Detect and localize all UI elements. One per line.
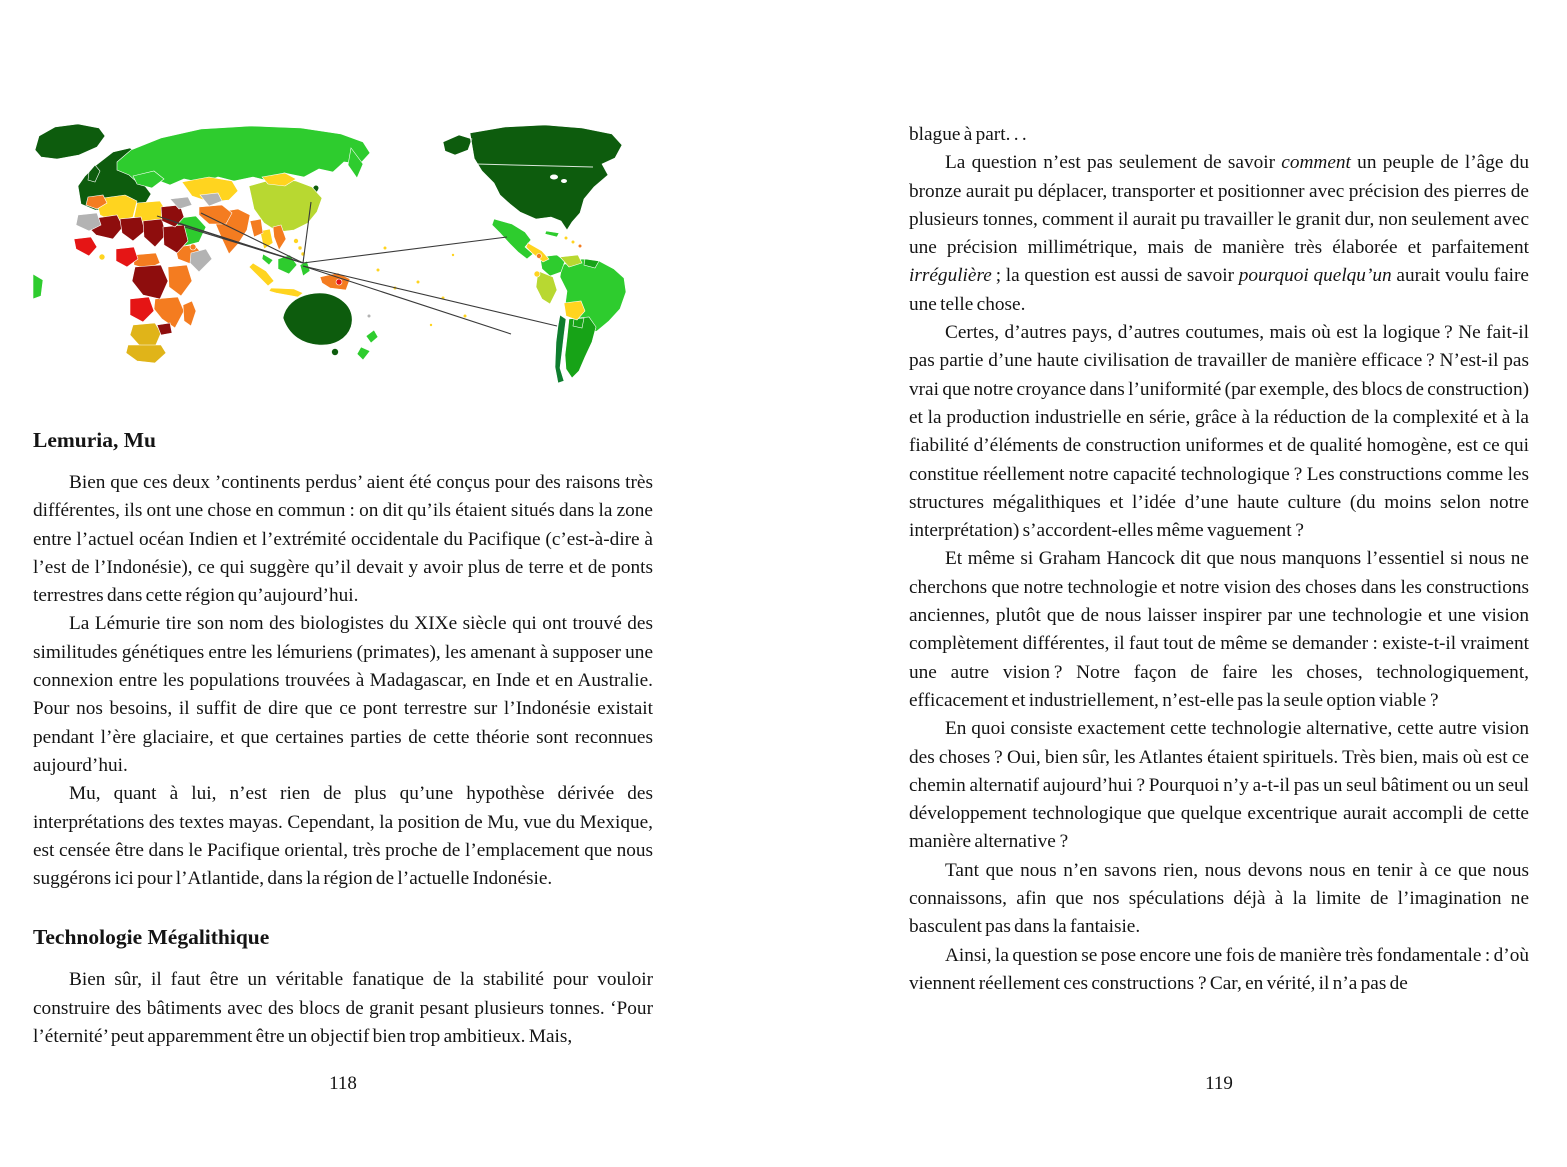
paragraph — [909, 121, 1529, 149]
text-run: blague à part. . . — [909, 124, 1027, 145]
text-run: Bien que ces deux ’continents perdus’ aient été conçus pour des raisons très différentes, ils ont une chose en commun : on dit qu’ils étaient situés dans la zone entre l’actuel océan Indien et l’extrémité occidentale du Pacifique (c’est-à-dire à l’est de l’Indonésie), ce qui suggère qu’il devait y avoir plus de terre et de ponts terrestres dans cette région qu’aujourd’hui. — [33, 472, 653, 607]
region-chile — [555, 315, 566, 383]
text-run: Mu, quant à lui, n’est rien de plus qu’une hypothèse dérivée des interprétations des textes mayas. Cependant, la position de Mu, vue du Mexique, est censée être dans le Pacifique oriental, très proche de l’emplacement que nous suggérons ici pour l’Atlantide, dans la région de l’actuelle Indonésie. — [33, 783, 653, 890]
text-run: En quoi consiste exactement cette technologie alternative, cette autre vision des choses ? Oui, bien sûr, les Atlantes étaient spirituels. Très bien, mais où est ce chemin alternatif aujourd’hui ? Pourquoi n’y a-t-il pas un seul bâtiment ou un seul développement technologique que quelque excentrique aurait accompli de cette manière alternative ? — [909, 718, 1529, 853]
region-tasmania — [332, 349, 339, 356]
paragraph — [909, 857, 1529, 942]
great-lakes-2 — [561, 179, 567, 183]
great-lakes-1 — [550, 175, 558, 180]
world-map-figure — [33, 120, 653, 396]
region-chad — [143, 219, 166, 247]
italic-text-run: comment — [1281, 152, 1351, 174]
region-new-zealand-north — [366, 330, 378, 343]
paragraph — [909, 149, 1529, 319]
region-north-america — [470, 125, 622, 230]
region-sumatra — [249, 263, 274, 286]
region-madagascar — [183, 301, 196, 326]
text-run: aurait voulu faire une telle chose. — [909, 265, 1529, 315]
text-run: La Lémurie tire son nom des biologistes du XIXe siècle qui ont trouvé des similitudes génétiques entre les lémuriens (primates), les amenant à supposer une connexion entre les populations trouvées à Madagascar, en Inde et en Australie. Pour nos besoins, il suffit de dire que ce pont terrestre sur l’Indonésie existait pendant l’ère glaciaire, et que certaines parties de cette théorie sont reconnues aujourd’hui. — [33, 613, 653, 776]
text-run: ; la question est aussi de savoir — [991, 265, 1239, 287]
paragraph — [909, 545, 1529, 715]
region-drc — [132, 265, 168, 299]
region-central-america-orange — [537, 254, 542, 259]
region-angola — [130, 297, 154, 322]
region-new-guinea-red — [336, 279, 342, 285]
paragraph — [909, 942, 1529, 999]
region-australia — [283, 293, 352, 345]
page-119-text — [909, 0, 1529, 998]
page-number-right: 119 — [1205, 1073, 1233, 1094]
region-kenya-tanzania — [168, 265, 192, 296]
world-map-svg — [33, 120, 633, 396]
paragraph — [33, 610, 653, 780]
paragraph — [33, 966, 653, 1051]
page-left-content — [33, 0, 653, 1051]
text-run: Ainsi, la question se pose encore une fois de manière très fondamentale : d’où viennent réellement ces constructions ? Car, en vérité, il n’a pas de — [909, 944, 1529, 994]
section-heading: Lemuria, Mu — [33, 428, 157, 452]
italic-text-run: irrégulière — [909, 265, 992, 287]
text-run: Tant que nous n’en savons rien, nous devons nous en tenir à ce que nous connaissons, afin que nos spéculations déjà à la limite de l’imagination ne basculent pas dans la fantaisie. — [909, 859, 1529, 938]
region-new-zealand-south — [357, 347, 370, 360]
page-number-left: 118 — [329, 1073, 357, 1094]
italic-text-run: pourquoi quelqu’un — [1238, 265, 1392, 287]
paragraph — [33, 780, 653, 893]
region-south-africa — [126, 345, 166, 363]
text-run: La question n’est pas seulement de savoir — [945, 152, 1282, 174]
region-brazil-left-edge — [33, 274, 43, 299]
region-mexico — [492, 219, 533, 259]
region-paraguay — [573, 318, 584, 328]
region-somalia — [190, 249, 212, 272]
line-to-mexico — [303, 237, 507, 263]
region-ghana — [99, 254, 105, 260]
paragraph — [909, 715, 1529, 856]
region-namibia-botswana — [130, 323, 161, 347]
text-run: Bien sûr, il faut être un véritable fanatique de la stabilité pour vouloir construire des bâtiments avec des blocs de granit pesant plusieurs tonnes. ‘Pour l’éternité’ peut apparemment être un objectif bien trop ambitieux. Mais, — [33, 969, 653, 1048]
text-run: un peuple de l’âge du bronze aurait pu déplacer, transporter et positionner avec précision des pierres de plusieurs tonnes, comment il aurait pu travailler le granit dur, non seulement avec une précision millimétrique, mais de manière très élaborée et parfaitement — [909, 152, 1529, 259]
page-right — [784, 0, 1567, 1167]
region-ecuador — [534, 271, 540, 277]
region-niger — [120, 217, 145, 241]
page-118-text — [33, 427, 653, 1051]
landmasses — [33, 124, 626, 383]
region-cuba — [545, 231, 559, 237]
region-alaska — [443, 135, 472, 155]
paragraph — [909, 319, 1529, 545]
region-philippines-2 — [298, 246, 302, 250]
region-philippines-1 — [294, 239, 299, 244]
region-turkmenistan — [200, 193, 222, 206]
section-heading: Technologie Mégalithique — [33, 925, 270, 950]
region-malaysia — [262, 254, 273, 265]
region-guinea-senegal — [74, 237, 97, 256]
region-yemen — [190, 244, 196, 250]
paragraph — [33, 469, 653, 610]
region-greenland — [35, 124, 105, 159]
page-left — [0, 0, 783, 1167]
page-right-content — [909, 0, 1529, 998]
region-java — [269, 288, 303, 297]
text-run: Et même si Graham Hancock dit que nous manquons l’essentiel si nous ne cherchons que notre technologie et notre vision des choses dans les constructions anciennes, plutôt que de nous laisser inspirer par une technologie et une vision complètement différentes, il faut tout de même se demander : existe-t-il vraiment une autre vision ? Notre façon de faire les choses, technologiquement, efficacement et industriellement, n’est-elle pas la seule option viable ? — [909, 548, 1529, 711]
text-run: Certes, d’autres pays, d’autres coutumes, mais où est la logique ? Ne fait-il pas partie d’une haute civilisation de travailler de manière efficace ? N’est-il pas vrai que notre croyance dans l’uniformité (par exemple, des blocs de construction) et la production industrielle en série, grâce à la réduction de la complexité et à la fiabilité d’éléments de construction uniformes et de qualité homogène, est ce qui constitue réellement notre capacité technologique ? Les constructions comme les structures mégalithiques et l’idée d’une haute culture (du moins selon notre interprétation) s’accordent-elles même vaguement ? — [909, 322, 1529, 542]
